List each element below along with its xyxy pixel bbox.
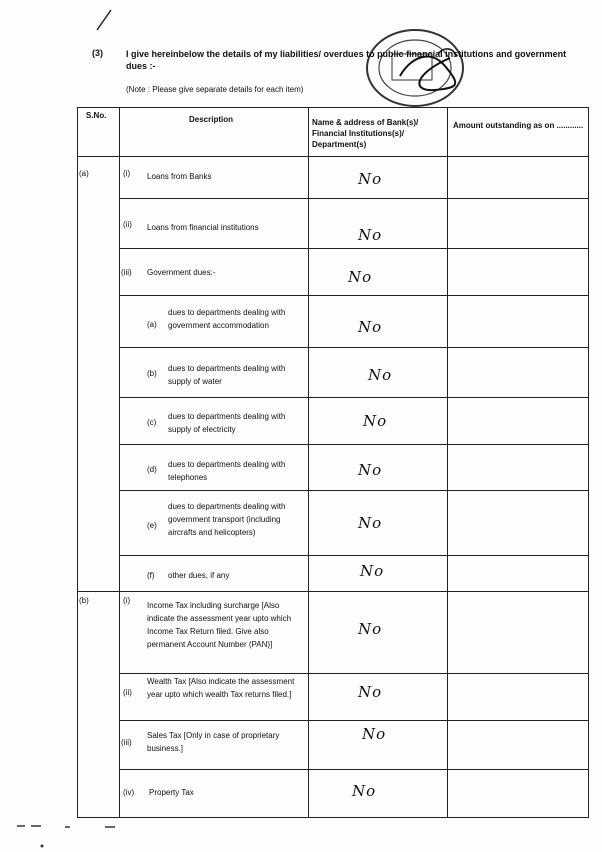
handwritten-value: No — [358, 683, 383, 701]
row-sub-number: (e) — [147, 521, 157, 530]
header-amount-label: Amount outstanding as on ............ — [453, 121, 584, 130]
handwritten-value: No — [362, 725, 387, 743]
handwritten-value: No — [358, 461, 383, 479]
handwritten-value: No — [358, 318, 383, 336]
row-sub-number: (d) — [147, 465, 157, 474]
handwritten-value: No — [360, 562, 385, 580]
row-sub-number: (a) — [147, 320, 157, 329]
scan-speck-marks — [15, 822, 135, 852]
row-description: Loans from Banks — [147, 172, 212, 181]
item-number: (3) — [92, 48, 103, 58]
row-description: other dues, if any — [168, 571, 230, 580]
row-sno: (a) — [79, 169, 89, 178]
row-description: dues to departments dealing with government transport (including aircrafts and helicopters) — [168, 502, 286, 537]
handwritten-value: No — [352, 782, 377, 800]
scan-stroke-mark — [95, 8, 115, 32]
header-sno-label: S.No. — [86, 111, 107, 120]
row-description: Sales Tax [Only in case of proprietary business.] — [147, 731, 280, 753]
row-sno: (b) — [79, 596, 89, 605]
handwritten-value: No — [358, 620, 383, 638]
header-description-label: Description — [189, 115, 234, 124]
row-description: dues to departments dealing with supply of water — [168, 364, 286, 386]
handwritten-value: No — [363, 412, 388, 430]
row-sub-number: (c) — [147, 418, 157, 427]
row-sub-number: (f) — [147, 571, 155, 580]
row-description: dues to departments dealing with telephones — [168, 460, 286, 482]
row-sub-number: (b) — [147, 369, 157, 378]
row-sub-number: (ii) — [123, 220, 132, 229]
handwritten-value: No — [358, 170, 383, 188]
header-amount — [448, 108, 589, 157]
row-description: dues to departments dealing with supply of electricity — [168, 412, 286, 434]
row-description: Income Tax including surcharge [Also indicate the assessment year upto which Income Tax Return filed. Give also permanent Account Number (PAN)] — [147, 601, 292, 649]
liabilities-statement: I give hereinbelow the details of my liabilities/ overdues to public financial institutions and government dues :- — [126, 49, 567, 71]
separate-details-note: (Note : Please give separate details for each item) — [126, 85, 304, 94]
row-description: Loans from financial institutions — [147, 223, 259, 232]
handwritten-value: No — [358, 226, 383, 244]
handwritten-value: No — [348, 268, 373, 286]
row-sub-number: (i) — [123, 596, 131, 605]
row-sub-number: (iv) — [123, 788, 135, 797]
row-sub-number: (iii) — [121, 738, 132, 747]
row-sub-number: (ii) — [123, 688, 132, 697]
row-sub-number: (iii) — [121, 268, 132, 277]
header-name-address-label: Name & address of Bank(s)/ Financial Institutions(s)/ Department(s) — [312, 118, 419, 149]
row-description: Property Tax — [149, 788, 194, 797]
handwritten-value: No — [368, 366, 393, 384]
row-description: Government dues:- — [147, 268, 216, 277]
row-sub-number: (i) — [123, 169, 131, 178]
row-description: Wealth Tax [Also indicate the assessment year upto which wealth Tax returns filed.] — [147, 677, 295, 699]
row-description: dues to departments dealing with government accommodation — [168, 308, 286, 330]
handwritten-value: No — [358, 514, 383, 532]
